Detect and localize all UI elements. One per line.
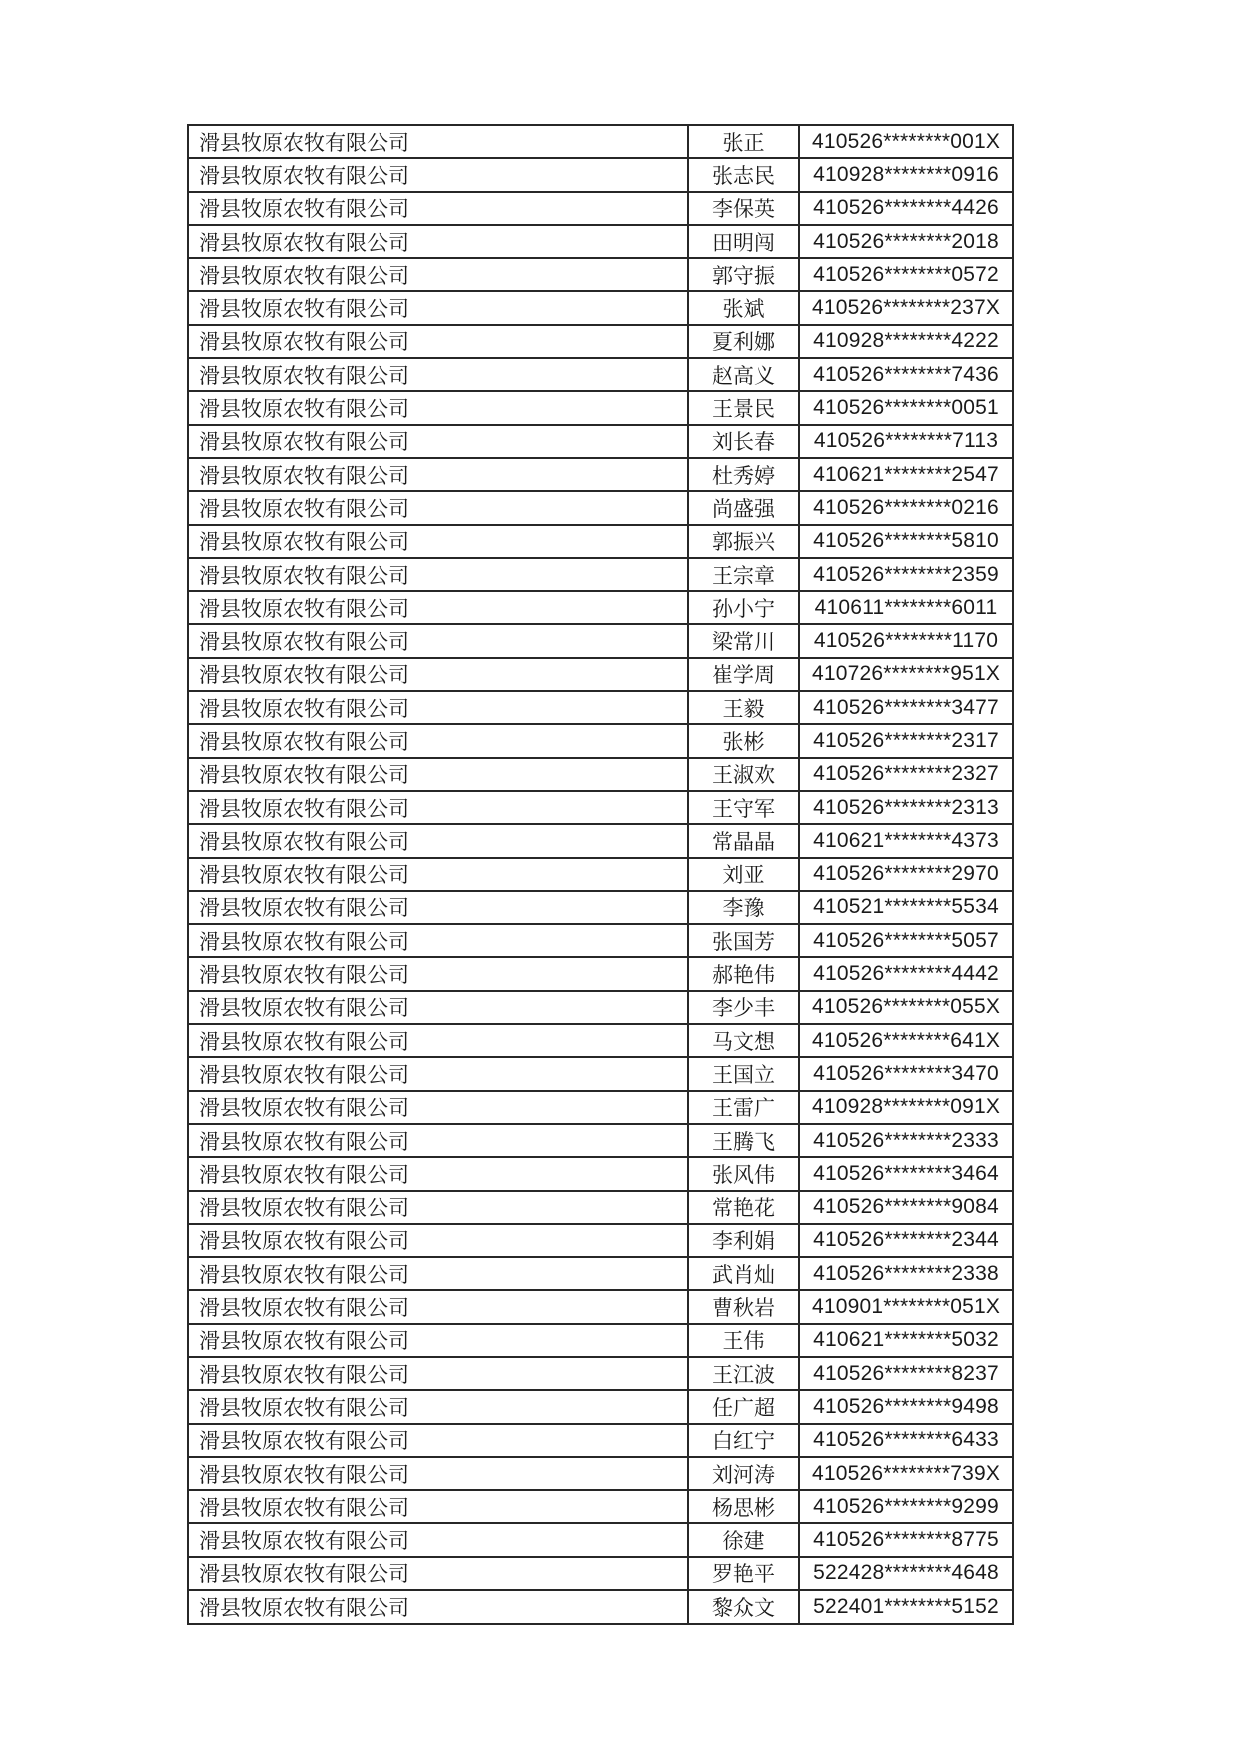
company-name-cell: 滑县牧原农牧有限公司 [188,1057,688,1090]
masked-id-cell: 410621********2547 [799,458,1013,491]
company-name-cell: 滑县牧原农牧有限公司 [188,924,688,957]
person-name-cell: 刘长春 [688,425,799,458]
masked-id-cell: 522401********5152 [799,1590,1013,1624]
company-name-cell: 滑县牧原农牧有限公司 [188,1390,688,1423]
company-name-cell: 滑县牧原农牧有限公司 [188,1124,688,1157]
masked-id-cell: 410526********3464 [799,1157,1013,1190]
table-row [188,258,1013,291]
company-name-cell: 滑县牧原农牧有限公司 [188,1224,688,1257]
table-row [188,1523,1013,1556]
company-name-cell: 滑县牧原农牧有限公司 [188,691,688,724]
masked-id-cell: 410526********7113 [799,425,1013,458]
company-name-cell: 滑县牧原农牧有限公司 [188,1557,688,1590]
table-row [188,624,1013,657]
company-name-cell: 滑县牧原农牧有限公司 [188,1457,688,1490]
person-name-cell: 白红宁 [688,1424,799,1457]
masked-id-cell: 410928********0916 [799,158,1013,191]
masked-id-cell: 410526********055X [799,991,1013,1024]
table-row [188,1257,1013,1290]
company-name-cell: 滑县牧原农牧有限公司 [188,158,688,191]
table-row [188,358,1013,391]
table-row [188,391,1013,424]
table-row [188,1024,1013,1057]
table-row [188,1424,1013,1457]
masked-id-cell: 410526********2333 [799,1124,1013,1157]
company-name-cell: 滑县牧原农牧有限公司 [188,591,688,624]
company-name-cell: 滑县牧原农牧有限公司 [188,325,688,358]
masked-id-cell: 410928********091X [799,1091,1013,1124]
company-name-cell: 滑县牧原农牧有限公司 [188,1024,688,1057]
table-row [188,658,1013,691]
masked-id-cell: 410526********2970 [799,858,1013,891]
person-name-cell: 田明闯 [688,225,799,258]
table-row [188,491,1013,524]
masked-id-cell: 410526********0216 [799,491,1013,524]
person-name-cell: 张彬 [688,724,799,757]
masked-id-cell: 410928********4222 [799,325,1013,358]
company-name-cell: 滑县牧原农牧有限公司 [188,491,688,524]
company-name-cell: 滑县牧原农牧有限公司 [188,425,688,458]
person-name-cell: 杨思彬 [688,1490,799,1523]
person-name-cell: 王宗章 [688,558,799,591]
employee-roster-table [187,124,1014,1625]
person-name-cell: 赵高义 [688,358,799,391]
table-row [188,591,1013,624]
person-name-cell: 王雷广 [688,1091,799,1124]
company-name-cell: 滑县牧原农牧有限公司 [188,291,688,324]
masked-id-cell: 410526********3470 [799,1057,1013,1090]
masked-id-cell: 410526********641X [799,1024,1013,1057]
masked-id-cell: 410526********4426 [799,192,1013,225]
person-name-cell: 常晶晶 [688,824,799,857]
company-name-cell: 滑县牧原农牧有限公司 [188,358,688,391]
person-name-cell: 王景民 [688,391,799,424]
masked-id-cell: 410901********051X [799,1290,1013,1323]
person-name-cell: 郭守振 [688,258,799,291]
person-name-cell: 王守军 [688,791,799,824]
masked-id-cell: 522428********4648 [799,1557,1013,1590]
table-row [188,824,1013,857]
masked-id-cell: 410526********8775 [799,1523,1013,1556]
table-row [188,1490,1013,1523]
masked-id-cell: 410526********2327 [799,758,1013,791]
table-row [188,1157,1013,1190]
company-name-cell: 滑县牧原农牧有限公司 [188,192,688,225]
person-name-cell: 梁常川 [688,624,799,657]
person-name-cell: 张斌 [688,291,799,324]
table-row [188,1057,1013,1090]
company-name-cell: 滑县牧原农牧有限公司 [188,957,688,990]
table-row [188,1324,1013,1357]
masked-id-cell: 410526********2359 [799,558,1013,591]
masked-id-cell: 410526********001X [799,125,1013,158]
person-name-cell: 武肖灿 [688,1257,799,1290]
masked-id-cell: 410526********0572 [799,258,1013,291]
person-name-cell: 常艳花 [688,1191,799,1224]
table-row [188,1224,1013,1257]
table-row [188,1457,1013,1490]
table-row [188,891,1013,924]
table-row [188,1357,1013,1390]
company-name-cell: 滑县牧原农牧有限公司 [188,758,688,791]
table-row [188,458,1013,491]
table-row [188,558,1013,591]
company-name-cell: 滑县牧原农牧有限公司 [188,991,688,1024]
company-name-cell: 滑县牧原农牧有限公司 [188,1523,688,1556]
company-name-cell: 滑县牧原农牧有限公司 [188,624,688,657]
person-name-cell: 孙小宁 [688,591,799,624]
person-name-cell: 郝艳伟 [688,957,799,990]
person-name-cell: 王毅 [688,691,799,724]
masked-id-cell: 410621********4373 [799,824,1013,857]
person-name-cell: 郭振兴 [688,525,799,558]
company-name-cell: 滑县牧原农牧有限公司 [188,458,688,491]
masked-id-cell: 410526********6433 [799,1424,1013,1457]
person-name-cell: 崔学周 [688,658,799,691]
masked-id-cell: 410611********6011 [799,591,1013,624]
table-row [188,791,1013,824]
person-name-cell: 李少丰 [688,991,799,1024]
masked-id-cell: 410526********237X [799,291,1013,324]
person-name-cell: 尚盛强 [688,491,799,524]
table-row [188,858,1013,891]
table-row [188,192,1013,225]
table-row [188,125,1013,158]
masked-id-cell: 410526********2313 [799,791,1013,824]
person-name-cell: 黎众文 [688,1590,799,1624]
company-name-cell: 滑县牧原农牧有限公司 [188,1191,688,1224]
masked-id-cell: 410526********2338 [799,1257,1013,1290]
person-name-cell: 刘河涛 [688,1457,799,1490]
masked-id-cell: 410526********2344 [799,1224,1013,1257]
company-name-cell: 滑县牧原农牧有限公司 [188,125,688,158]
person-name-cell: 王腾飞 [688,1124,799,1157]
person-name-cell: 罗艳平 [688,1557,799,1590]
person-name-cell: 徐建 [688,1523,799,1556]
person-name-cell: 张正 [688,125,799,158]
person-name-cell: 刘亚 [688,858,799,891]
table-row [188,158,1013,191]
masked-id-cell: 410526********739X [799,1457,1013,1490]
masked-id-cell: 410526********9498 [799,1390,1013,1423]
company-name-cell: 滑县牧原农牧有限公司 [188,658,688,691]
table-row [188,758,1013,791]
table-row [188,291,1013,324]
table-row [188,924,1013,957]
person-name-cell: 张风伟 [688,1157,799,1190]
company-name-cell: 滑县牧原农牧有限公司 [188,824,688,857]
person-name-cell: 李保英 [688,192,799,225]
table-row [188,1091,1013,1124]
masked-id-cell: 410526********0051 [799,391,1013,424]
person-name-cell: 杜秀婷 [688,458,799,491]
person-name-cell: 王淑欢 [688,758,799,791]
person-name-cell: 李利娟 [688,1224,799,1257]
company-name-cell: 滑县牧原农牧有限公司 [188,1490,688,1523]
table-row [188,1290,1013,1323]
table-row [188,425,1013,458]
masked-id-cell: 410526********4442 [799,957,1013,990]
table-row [188,525,1013,558]
masked-id-cell: 410526********8237 [799,1357,1013,1390]
company-name-cell: 滑县牧原农牧有限公司 [188,558,688,591]
company-name-cell: 滑县牧原农牧有限公司 [188,1290,688,1323]
person-name-cell: 任广超 [688,1390,799,1423]
company-name-cell: 滑县牧原农牧有限公司 [188,1424,688,1457]
masked-id-cell: 410526********5057 [799,924,1013,957]
table-row [188,724,1013,757]
table-row [188,957,1013,990]
person-name-cell: 王江波 [688,1357,799,1390]
company-name-cell: 滑县牧原农牧有限公司 [188,258,688,291]
person-name-cell: 夏利娜 [688,325,799,358]
masked-id-cell: 410526********5810 [799,525,1013,558]
table-row [188,1191,1013,1224]
masked-id-cell: 410521********5534 [799,891,1013,924]
company-name-cell: 滑县牧原农牧有限公司 [188,525,688,558]
masked-id-cell: 410526********9084 [799,1191,1013,1224]
company-name-cell: 滑县牧原农牧有限公司 [188,1357,688,1390]
company-name-cell: 滑县牧原农牧有限公司 [188,791,688,824]
person-name-cell: 马文想 [688,1024,799,1057]
masked-id-cell: 410726********951X [799,658,1013,691]
table-row [188,1590,1013,1624]
table-row [188,1124,1013,1157]
company-name-cell: 滑县牧原农牧有限公司 [188,1091,688,1124]
person-name-cell: 张国芳 [688,924,799,957]
table-row [188,691,1013,724]
company-name-cell: 滑县牧原农牧有限公司 [188,1590,688,1624]
person-name-cell: 曹秋岩 [688,1290,799,1323]
masked-id-cell: 410526********3477 [799,691,1013,724]
table-row [188,1557,1013,1590]
company-name-cell: 滑县牧原农牧有限公司 [188,1157,688,1190]
masked-id-cell: 410526********2317 [799,724,1013,757]
table-row [188,991,1013,1024]
company-name-cell: 滑县牧原农牧有限公司 [188,225,688,258]
company-name-cell: 滑县牧原农牧有限公司 [188,891,688,924]
masked-id-cell: 410526********1170 [799,624,1013,657]
person-name-cell: 王伟 [688,1324,799,1357]
company-name-cell: 滑县牧原农牧有限公司 [188,858,688,891]
masked-id-cell: 410526********9299 [799,1490,1013,1523]
company-name-cell: 滑县牧原农牧有限公司 [188,391,688,424]
person-name-cell: 王国立 [688,1057,799,1090]
masked-id-cell: 410526********7436 [799,358,1013,391]
person-name-cell: 李豫 [688,891,799,924]
company-name-cell: 滑县牧原农牧有限公司 [188,1324,688,1357]
table-row [188,325,1013,358]
table-row [188,225,1013,258]
table-row [188,1390,1013,1423]
masked-id-cell: 410621********5032 [799,1324,1013,1357]
company-name-cell: 滑县牧原农牧有限公司 [188,724,688,757]
company-name-cell: 滑县牧原农牧有限公司 [188,1257,688,1290]
masked-id-cell: 410526********2018 [799,225,1013,258]
person-name-cell: 张志民 [688,158,799,191]
